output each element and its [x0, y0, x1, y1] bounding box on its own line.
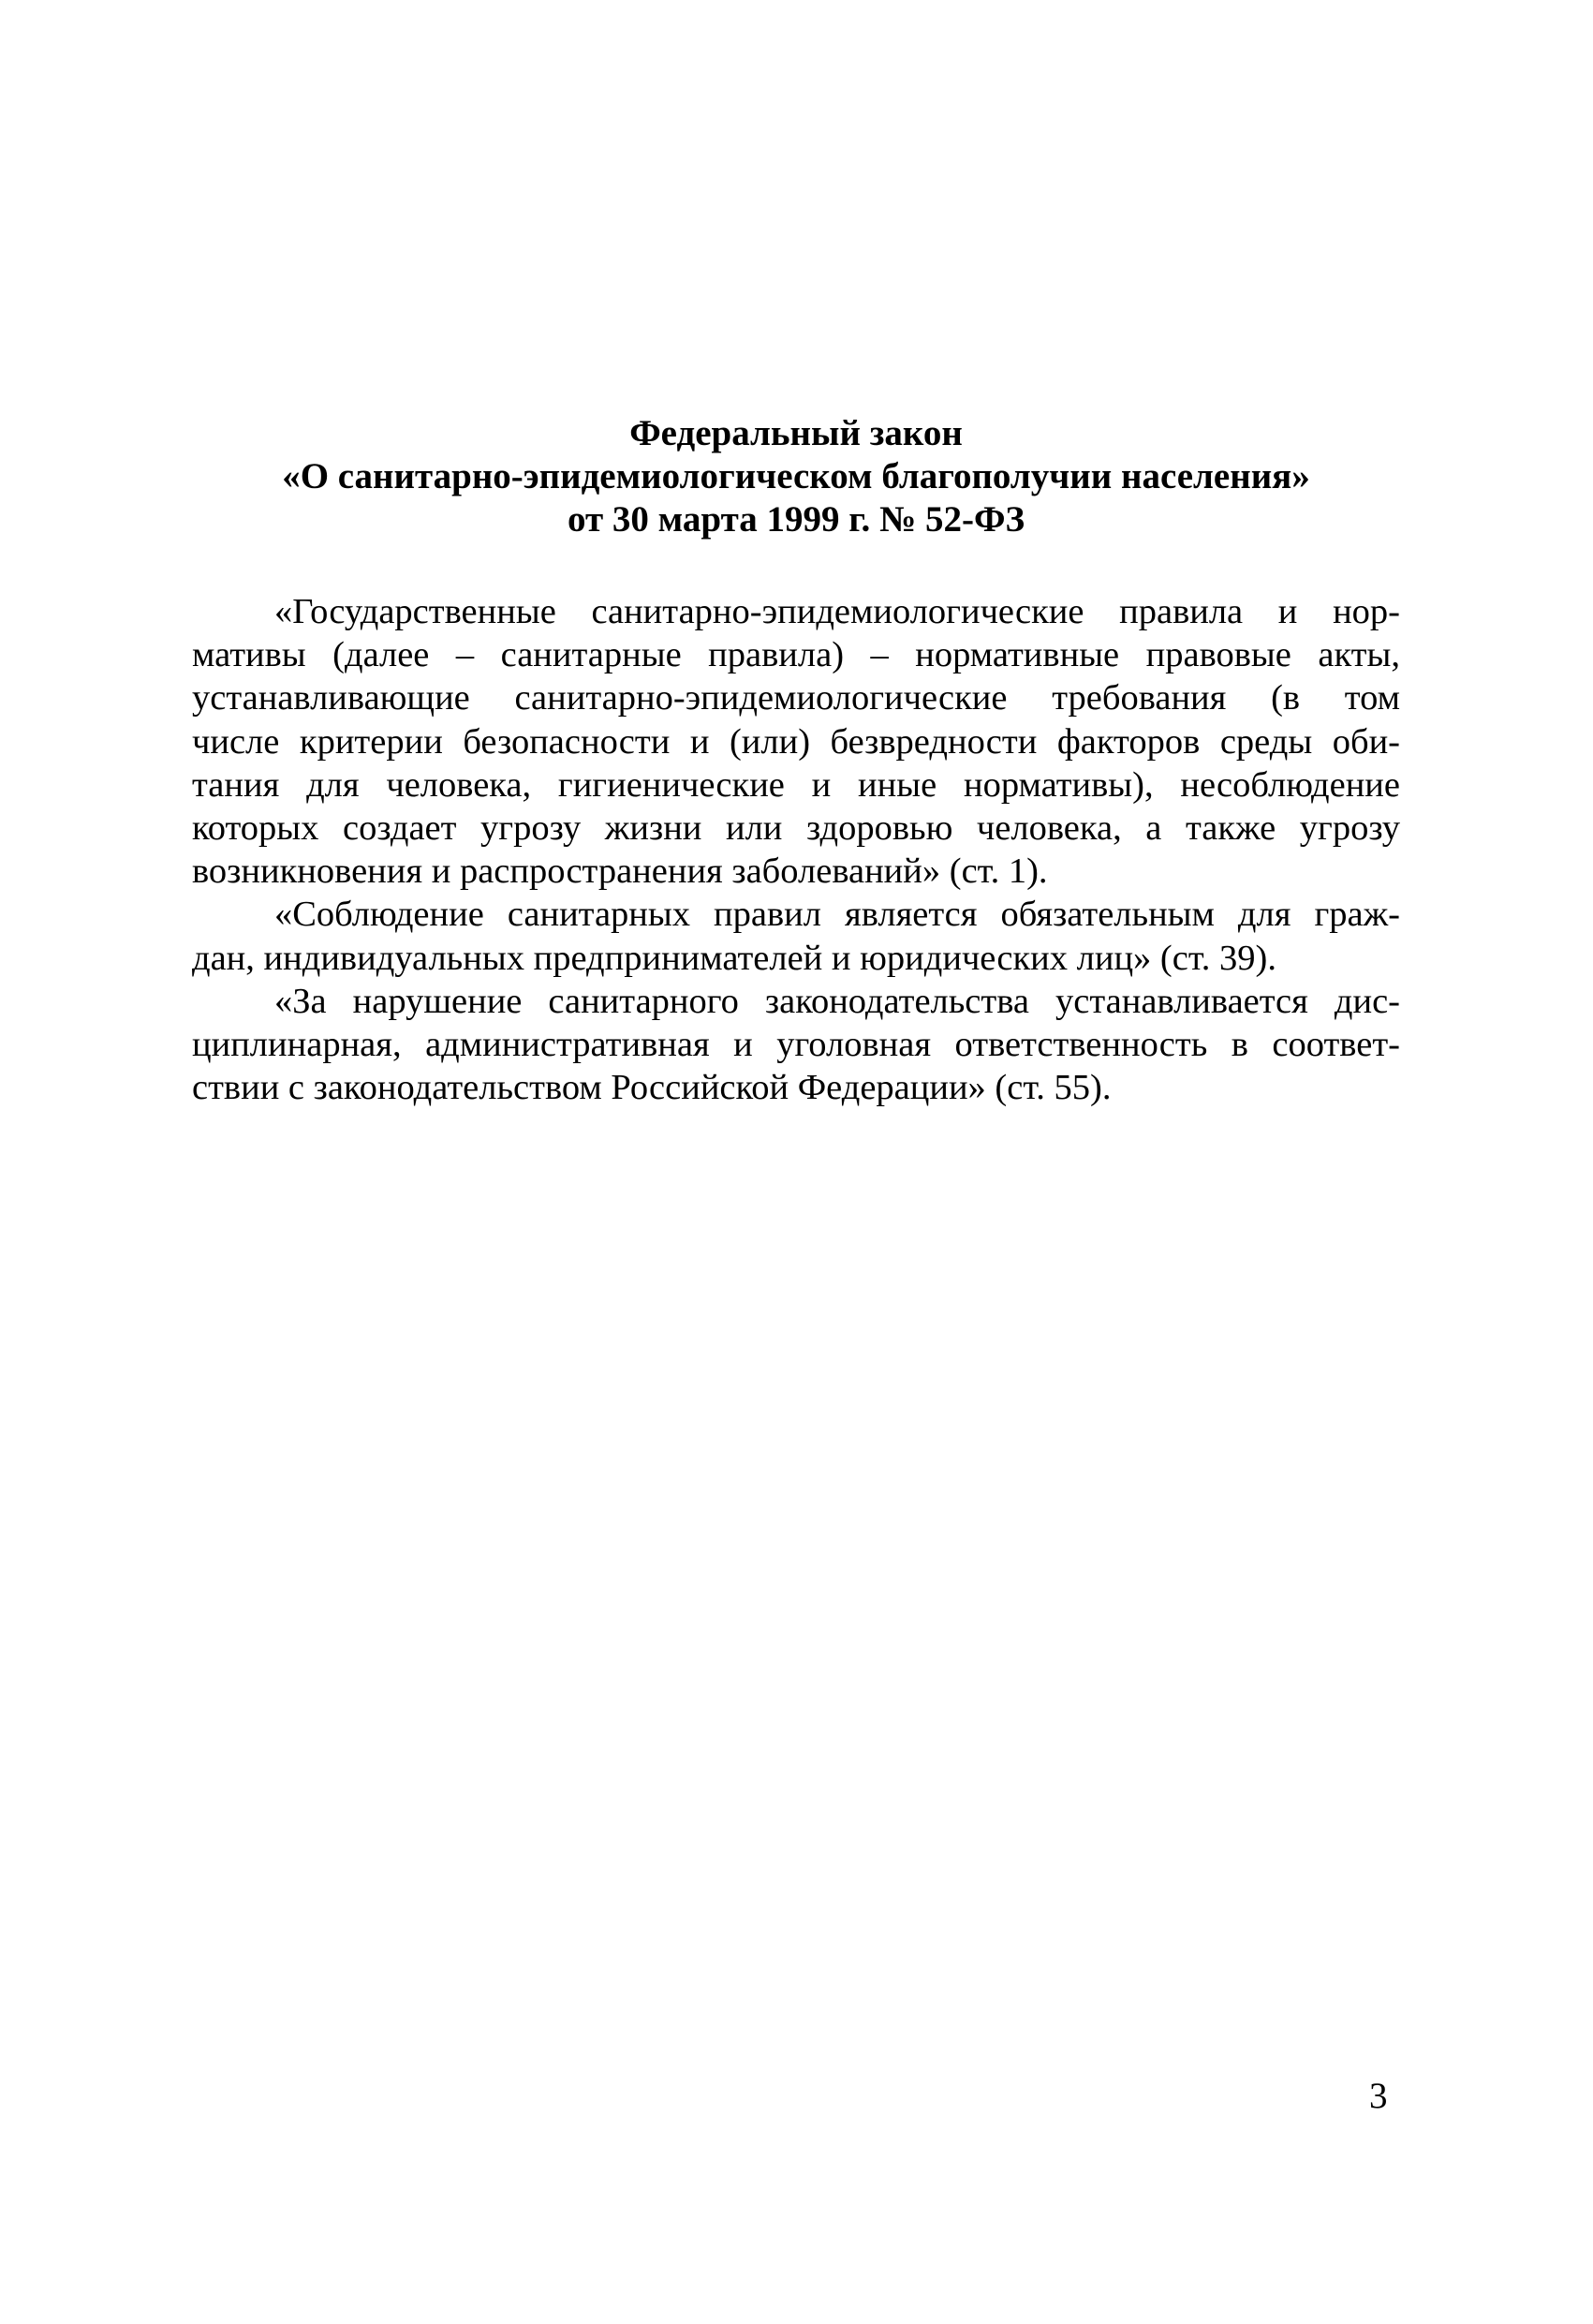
- heading-law-date-number: от 30 марта 1999 г. № 52-ФЗ: [567, 499, 1025, 540]
- heading-law-title: «О санитарно-эпидемиологическом благополучии населения»: [282, 456, 1310, 496]
- heading-law-type: Федеральный закон: [629, 413, 963, 453]
- paragraph-line: тания для человека, гигиенические и иные нормативы), несоблюдение: [192, 764, 1400, 805]
- paragraph-line: циплинарная, административная и уголовная ответственность в соответ-: [192, 1025, 1400, 1065]
- paragraph-line: которых создает угрозу жизни или здоровью человека, а также угрозу: [192, 808, 1400, 849]
- paragraph-line: ствии с законодательством Российской Федерации» (ст. 55).: [192, 1068, 1112, 1108]
- paragraph-line: числе критерии безопасности и (или) безвредности факторов среды оби-: [192, 721, 1400, 762]
- paragraph-line: «Соблюдение санитарных правил является обязательным для граж-: [274, 895, 1400, 935]
- paragraph-line: возникновения и распространения заболеваний» (ст. 1).: [192, 851, 1048, 892]
- paragraph-article-55: [192, 980, 1400, 1110]
- paragraph-line: дан, индивидуальных предпринимателей и юридических лиц» (ст. 39).: [192, 938, 1276, 978]
- paragraph-line: «За нарушение санитарного законодательства устанавливается дис-: [274, 981, 1400, 1021]
- document-heading: [192, 412, 1400, 541]
- paragraph-line: «Государственные санитарно-эпидемиологические правила и нор-: [274, 592, 1400, 631]
- paragraph-article-1: [192, 590, 1400, 893]
- paragraph-line: устанавливающие санитарно-эпидемиологические требования (в том: [192, 678, 1400, 718]
- document-body: [192, 590, 1400, 1109]
- paragraph-line: мативы (далее – санитарные правила) – нормативные правовые акты,: [192, 635, 1400, 675]
- page-number: 3: [1369, 2076, 1388, 2116]
- paragraph-article-39: [192, 893, 1400, 979]
